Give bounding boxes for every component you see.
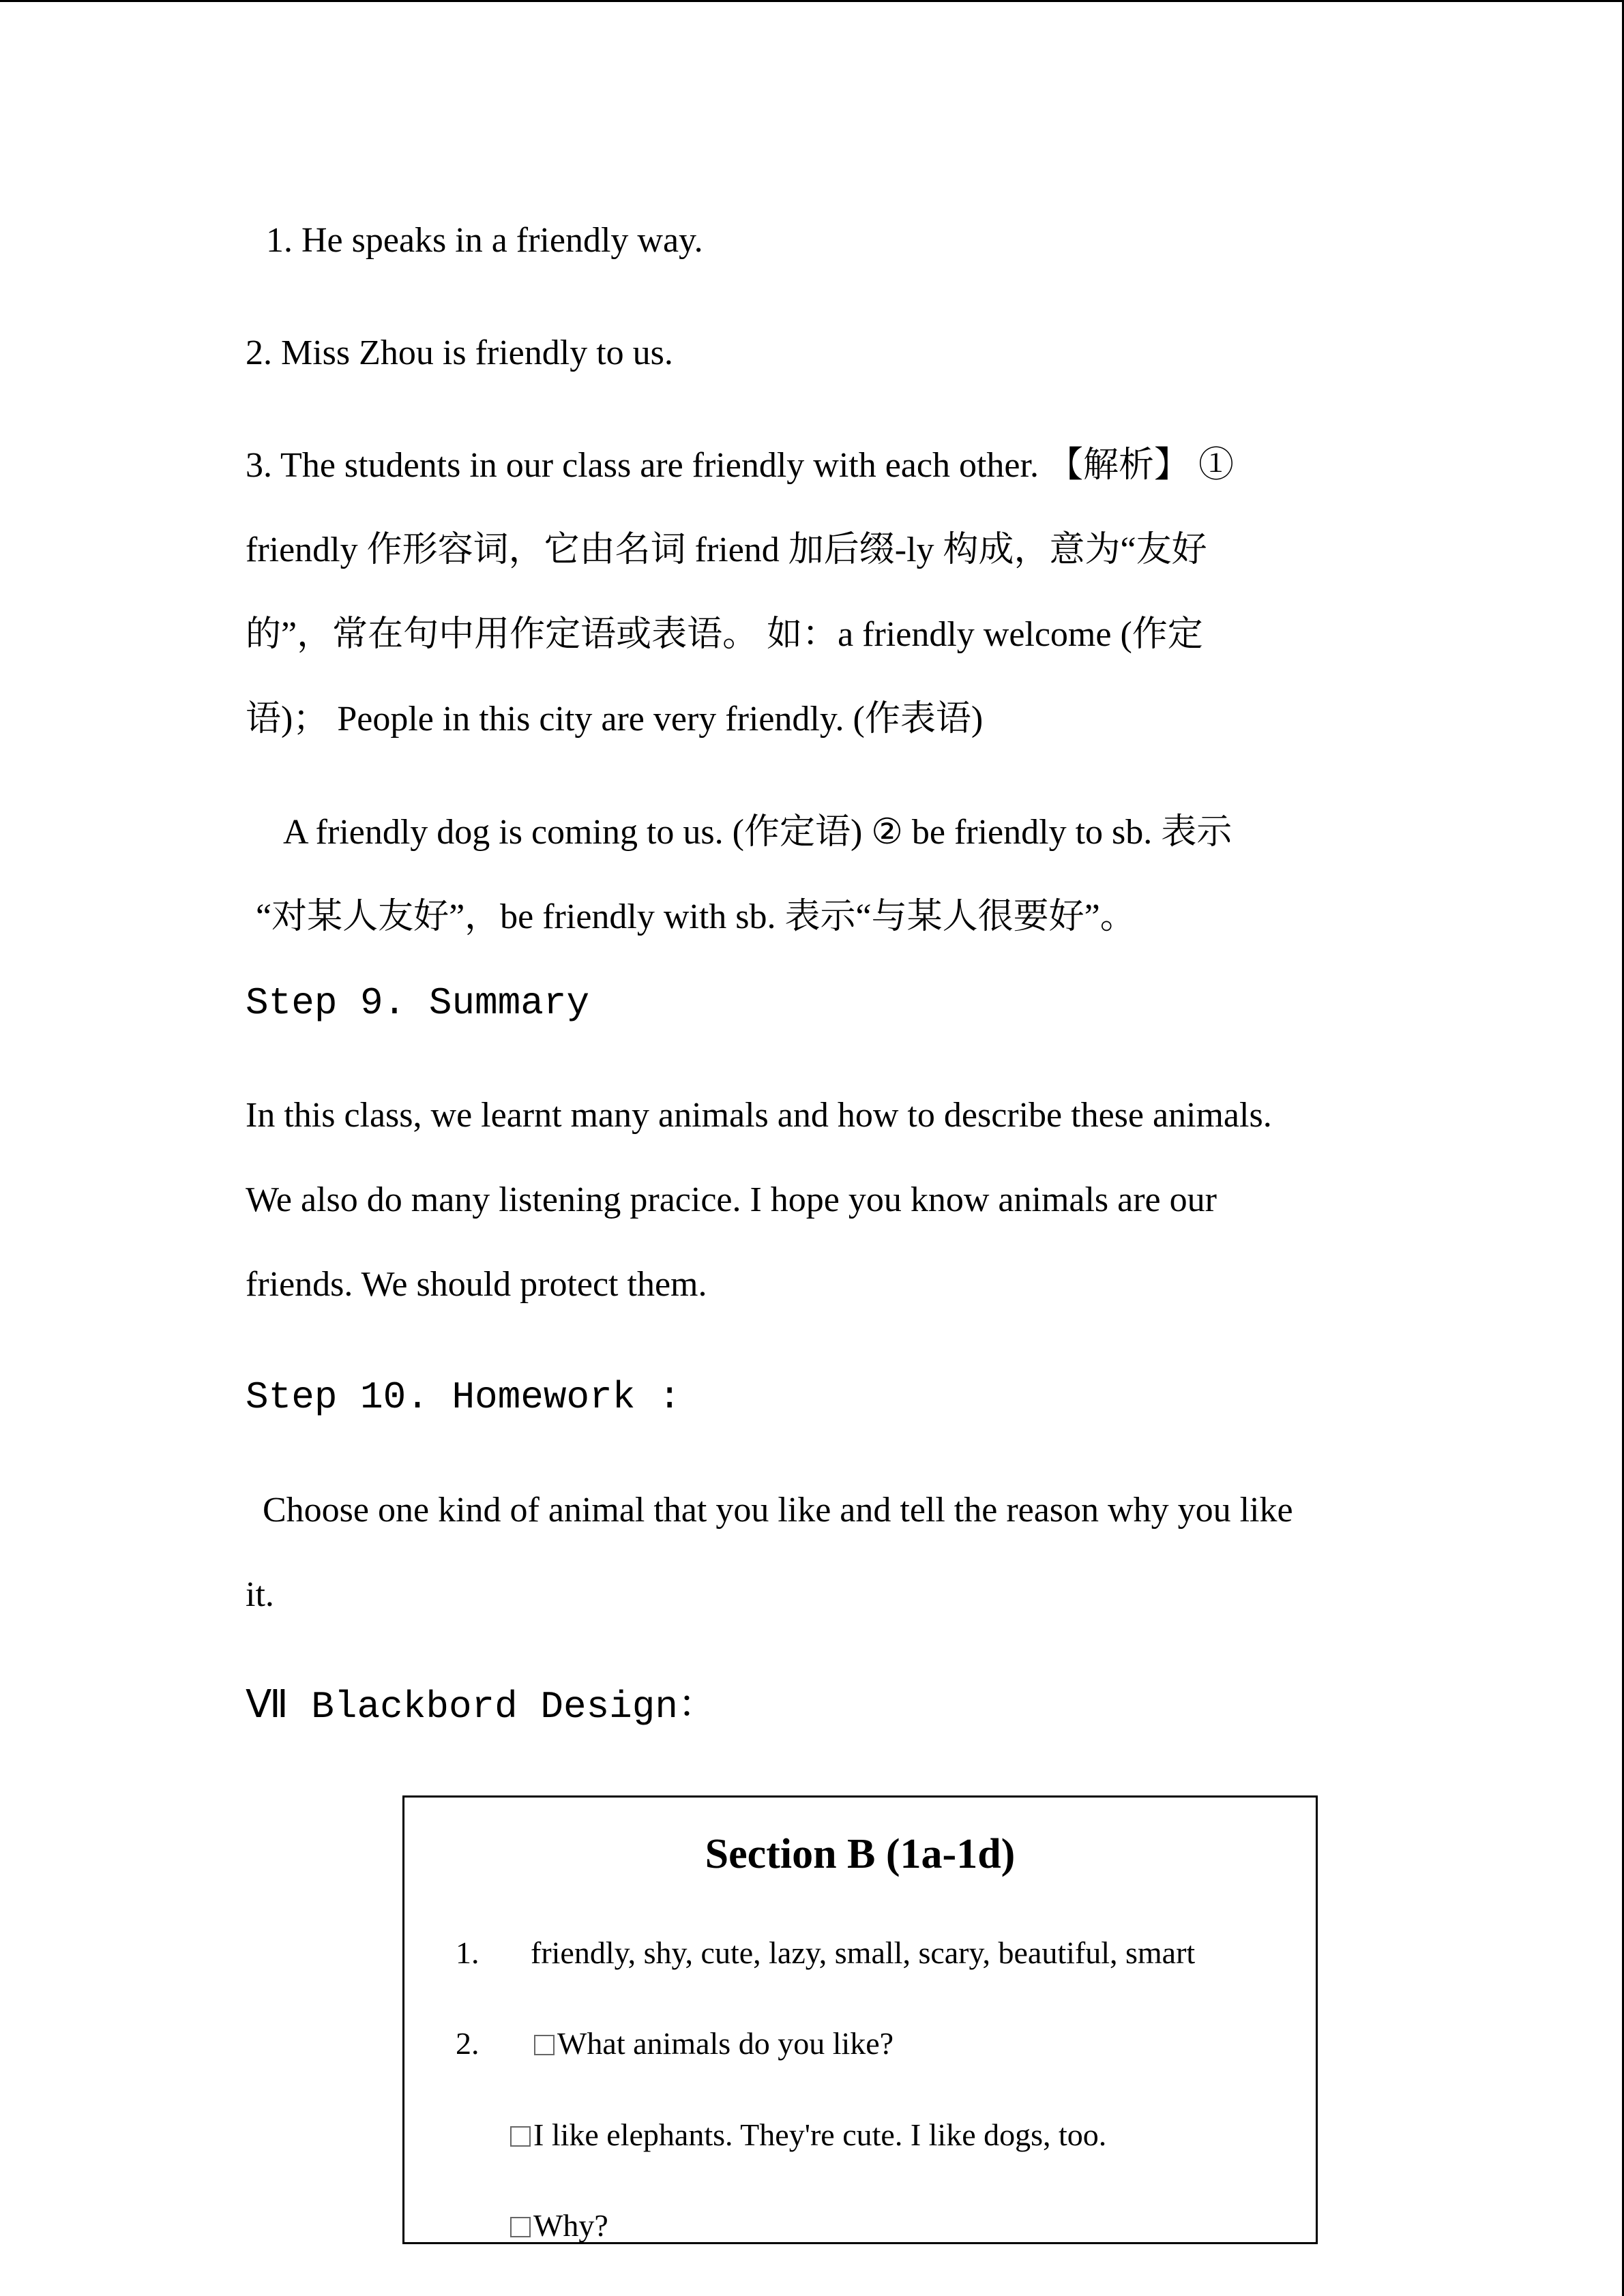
example-3: 3. The students in our class are friendly with each other. 【解析】 ① bbox=[246, 446, 1234, 485]
analysis-line-2: 的”，常在句中用作定语或表语。 如：a friendly welcome (作定 bbox=[246, 615, 1203, 654]
checkbox-square-icon bbox=[534, 2035, 555, 2055]
step10-heading: Step 10. Homework : bbox=[246, 1375, 681, 1419]
answer-text: I like elephants. They're cute. I like dogs, too. bbox=[533, 2117, 1107, 2152]
blackboard-heading: Ⅶ Blackbord Design： bbox=[246, 1685, 716, 1729]
item-2-number: 2. bbox=[456, 2026, 479, 2061]
step9-heading: Step 9. Summary bbox=[246, 981, 590, 1025]
page-top-border bbox=[0, 0, 1624, 2]
analysis-line-4: A friendly dog is coming to us. (作定语) ② be friendly to sb. 表示 bbox=[283, 813, 1232, 852]
item-2-question bbox=[534, 2025, 894, 2063]
answer-line bbox=[510, 2116, 1106, 2154]
checkbox-square-icon bbox=[510, 2217, 531, 2237]
summary-line-2: We also do many listening pracice. I hope you know animals are our bbox=[246, 1180, 1217, 1219]
example-2: 2. Miss Zhou is friendly to us. bbox=[246, 333, 673, 372]
why-text: Why? bbox=[533, 2208, 608, 2243]
item-1-number: 1. bbox=[456, 1935, 479, 1970]
checkbox-square-icon bbox=[510, 2126, 531, 2147]
item-1-vocabulary: friendly, shy, cute, lazy, small, scary, beautiful, smart bbox=[531, 1935, 1196, 1970]
homework-line-2: it. bbox=[246, 1575, 274, 1614]
summary-line-1: In this class, we learnt many animals and how to describe these animals. bbox=[246, 1096, 1272, 1135]
example-1: 1. He speaks in a friendly way. bbox=[266, 221, 703, 260]
item-2-text: What animals do you like? bbox=[557, 2026, 894, 2061]
analysis-line-5: “对某人友好”，be friendly with sb. 表示“与某人很要好”。 bbox=[256, 897, 1136, 936]
why-line bbox=[510, 2207, 608, 2244]
summary-line-3: friends. We should protect them. bbox=[246, 1265, 707, 1304]
homework-line-1: Choose one kind of animal that you like and tell the reason why you like bbox=[263, 1491, 1293, 1530]
analysis-line-3: 语)； People in this city are very friendly. (作表语) bbox=[246, 700, 984, 739]
blackboard-design-box bbox=[402, 1795, 1318, 2244]
analysis-line-1: friendly 作形容词，它由名词 friend 加后缀-ly 构成，意为“友好 bbox=[246, 531, 1207, 569]
blackboard-title: Section B (1a-1d) bbox=[705, 1831, 1016, 1877]
